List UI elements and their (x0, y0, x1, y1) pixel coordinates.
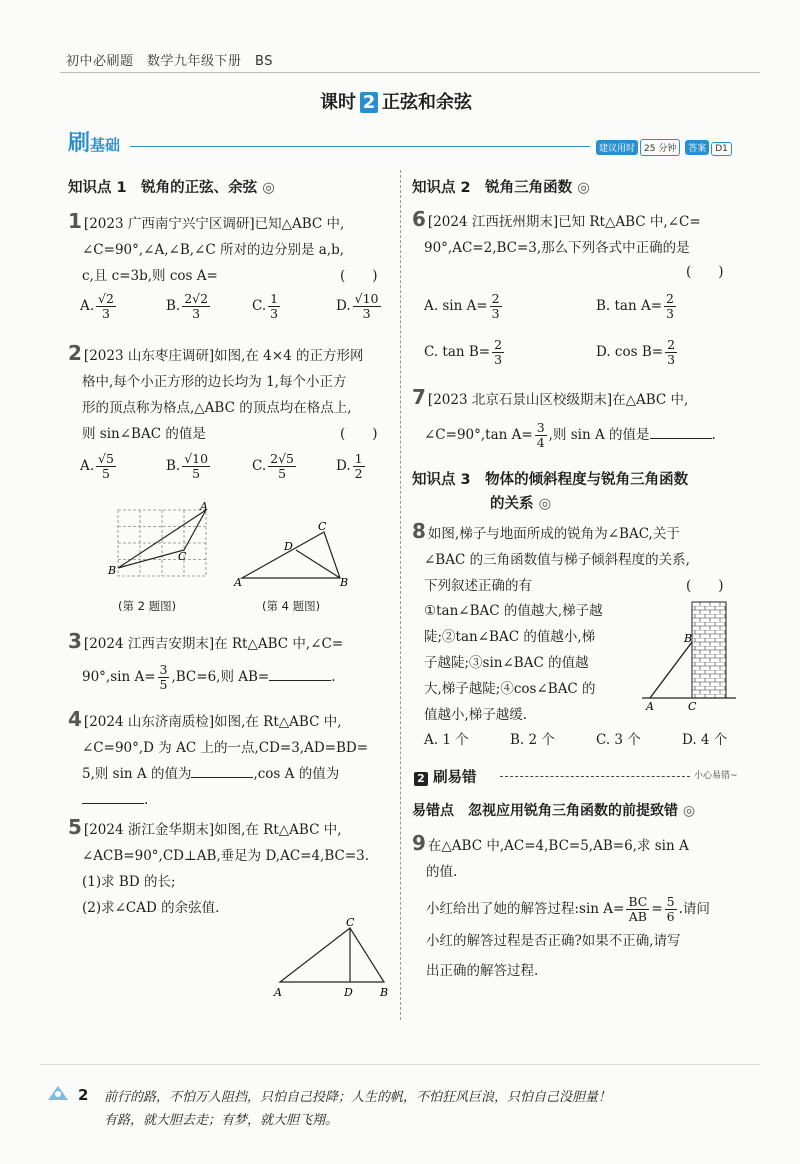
q6-option-a[interactable]: A. sin A= $\frac{2}{3}$ (424, 291, 500, 321)
fig4-label-c: C (318, 520, 327, 533)
q2-line1: [2023 山东枣庄调研]如图,在 4×4 的正方形网 (83, 348, 364, 364)
q9-eq: = (651, 901, 663, 917)
q7-pre: ∠C=90°,tan A= (424, 427, 533, 443)
q8-number: 8 (412, 519, 426, 543)
fig4-caption: (第 4 题图) (262, 599, 321, 613)
q9-frac1-num: BC (628, 894, 648, 909)
q7-post: ,则 sin A 的值是 (548, 427, 650, 443)
q8-l7: 大,梯子越陡;④cos∠BAC 的 (424, 681, 596, 697)
fig5-label-c: C (346, 916, 355, 929)
q5-number: 5 (68, 815, 82, 839)
q9-post: .请问 (678, 901, 710, 917)
q1-option-b[interactable]: B. $\frac{2√2}{3}$ (166, 291, 209, 321)
column-divider (400, 170, 401, 1020)
target-icon: ◎ (262, 180, 275, 196)
figure-4-triangle (232, 520, 352, 592)
figure-2-grid (106, 498, 216, 590)
q1-answer-paren: ( ) (340, 268, 378, 284)
shua-label: 刷 (68, 131, 91, 156)
q8-option-a[interactable]: A. 1 个 (424, 732, 469, 748)
kp2-text: 知识点 2 锐角三角函数 (412, 180, 573, 196)
header-divider (60, 72, 760, 73)
lesson-title (320, 88, 472, 114)
target-icon: ◎ (577, 180, 590, 196)
warning-icon: 2 (414, 772, 428, 786)
kp3-line1: 知识点 3 物体的倾斜程度与锐角三角函数 (412, 472, 689, 488)
q8-option-c[interactable]: C. 3 个 (596, 732, 641, 748)
q7-end: . (711, 427, 716, 443)
basic-label: 基础 (90, 136, 121, 154)
q1-option-a[interactable]: A. $\frac{√2}{3}$ (80, 291, 114, 321)
ladder-figure (640, 598, 740, 712)
fig2-label-b: B (108, 564, 117, 577)
q3-number: 3 (68, 629, 82, 653)
q4-sin-blank[interactable] (191, 777, 253, 778)
section-divider (130, 146, 590, 147)
fig5-label-d: D (344, 986, 353, 999)
q9-frac2-den: 6 (666, 909, 675, 924)
q7-answer-blank[interactable] (650, 438, 712, 439)
q6-line1: [2024 江西抚州期末]已知 Rt△ABC 中,∠C= (427, 214, 701, 230)
knowledge-point-1 (68, 176, 275, 197)
q8-l5: 陡;②tan∠BAC 的值越小,梯 (424, 629, 596, 645)
question-3 (68, 628, 398, 692)
q1-line3: c,且 c=3b,则 cos A= (82, 268, 218, 284)
q2-answer-paren: ( ) (340, 426, 378, 442)
q4-end: . (144, 792, 149, 808)
q5-line4: (2)求∠CAD 的余弦值. (82, 900, 220, 916)
q8-line1: 如图,梯子与地面所成的锐角为∠BAC,关于 (427, 526, 680, 542)
q8-options (424, 728, 754, 750)
q9-number: 9 (412, 831, 426, 855)
section-basic-title (68, 126, 120, 157)
footer-motto (104, 1086, 611, 1132)
fig8-label-a: A (646, 700, 654, 712)
q2-line3: 形的顶点称为格点,△ABC 的顶点均在格点上, (82, 400, 352, 416)
q3-frac-den: 5 (159, 677, 168, 692)
q8-l6: 子越陡;③sin∠BAC 的值越 (424, 655, 589, 671)
q9-line2: 的值. (426, 864, 458, 880)
book-header: 初中必刷题 数学九年级下册 BS (66, 54, 273, 69)
q7-frac-den: 4 (536, 435, 545, 450)
lesson-prefix: 课时 (320, 92, 356, 113)
q3-pre: 90°,sin A= (82, 669, 156, 685)
q7-number: 7 (412, 385, 426, 409)
time-value: 25 分钟 (640, 139, 680, 156)
q9-line4: 小红的解答过程是否正确?如果不正确,请写 (426, 933, 681, 949)
q2-option-c[interactable]: C. $\frac{2√5}{5}$ (252, 451, 295, 481)
question-4 (68, 706, 398, 813)
page-number: 2 (78, 1086, 89, 1104)
q1-line1: [2023 广西南宁兴宁区调研]已知△ABC 中, (83, 216, 345, 232)
target-icon: ◎ (538, 496, 552, 512)
kp3-line2: 的关系 (490, 496, 534, 512)
answer-label: 答案 (685, 140, 709, 155)
q9-frac1-den: AB (628, 909, 647, 924)
kp1-text: 知识点 1 锐角的正弦、余弦 (68, 180, 258, 196)
easy-mistake-title (414, 766, 477, 787)
q2-line4: 则 sin∠BAC 的值是 (82, 426, 206, 442)
q2-option-b[interactable]: B. $\frac{√10}{5}$ (166, 451, 209, 481)
fig5-label-a: A (274, 986, 282, 999)
q9-line1: 在△ABC 中,AC=4,BC=5,AB=6,求 sin A (427, 838, 689, 854)
fig2-label-c: C (178, 550, 187, 563)
q1-number: 1 (68, 209, 82, 233)
q3-frac-num: 3 (159, 662, 168, 677)
q5-line2: ∠ACB=90°,CD⊥AB,垂足为 D,AC=4,BC=3. (82, 848, 370, 864)
easy-title-text: 刷易错 (433, 770, 477, 786)
rocket-icon (44, 1082, 74, 1104)
time-box (596, 139, 734, 156)
q8-statements (424, 598, 644, 728)
target-icon: ◎ (682, 803, 696, 819)
easy-tip: 小心易错~ (694, 771, 738, 781)
q2-option-d[interactable]: D. $\frac{1}{2}$ (336, 451, 363, 481)
question-5 (68, 814, 398, 921)
q6-answer-paren: ( ) (686, 264, 724, 280)
q7-frac-num: 3 (536, 420, 545, 435)
q2-line2: 格中,每个小正方形的边长均为 1,每个小正方 (82, 374, 347, 390)
easy-divider (500, 776, 690, 778)
fig4-label-b: B (340, 576, 349, 589)
footer-line1: 前行的路，不怕万人阻挡，只怕自己投降；人生的帆，不怕狂风巨浪，只怕自己没胆量！ (104, 1090, 612, 1105)
fig4-label-a: A (234, 576, 242, 589)
fig2-label-a: A (200, 500, 208, 513)
fig5-label-b: B (380, 986, 389, 999)
q2-number: 2 (68, 341, 82, 365)
q6-option-d[interactable]: D. cos B= $\frac{2}{3}$ (596, 337, 676, 367)
q8-l4: ①tan∠BAC 的值越大,梯子越 (424, 603, 603, 619)
fig4-label-d: D (284, 540, 293, 553)
footer-line2: 有路，就大胆去走；有梦，就大胆飞翔。 (104, 1113, 339, 1128)
question-9 (412, 830, 752, 984)
q9-frac2-num: 5 (666, 894, 675, 909)
question-7 (412, 384, 752, 450)
q6-option-c[interactable]: C. tan B= $\frac{2}{3}$ (424, 337, 503, 367)
knowledge-point-2 (412, 176, 590, 197)
q6-options (424, 292, 754, 382)
question-6 (412, 206, 752, 261)
answer-value: D1 (711, 142, 732, 156)
q9-line5: 出正确的解答过程. (426, 963, 539, 979)
q3-line1: [2024 江西吉安期末]在 Rt△ABC 中,∠C= (83, 636, 344, 652)
q4-line1: [2024 山东济南质检]如图,在 Rt△ABC 中, (83, 714, 342, 730)
q6-number: 6 (412, 207, 426, 231)
q4-cos-blank[interactable] (82, 803, 144, 804)
lesson-name: 正弦和余弦 (382, 92, 472, 113)
q5-line1: [2024 浙江金华期末]如图,在 Rt△ABC 中, (83, 822, 342, 838)
q6-line2: 90°,AC=2,BC=3,那么下列各式中正确的是 (424, 240, 690, 256)
footer-divider (40, 1064, 760, 1065)
q2-option-a[interactable]: A. $\frac{√5}{5}$ (80, 451, 114, 481)
q8-option-b[interactable]: B. 2 个 (510, 732, 555, 748)
easy-point (412, 800, 695, 820)
figure-5-triangle (268, 916, 394, 1000)
lesson-number: 2 (360, 92, 378, 113)
q4-number: 4 (68, 707, 82, 731)
q1-line2: ∠C=90°,∠A,∠B,∠C 所对的边分别是 a,b, (82, 242, 345, 258)
q8-option-d[interactable]: D. 4 个 (682, 732, 728, 748)
q5-line3: (1)求 BD 的长; (82, 874, 176, 890)
fig2-caption: (第 2 题图) (118, 599, 177, 613)
q1-option-d[interactable]: D. $\frac{√10}{3}$ (336, 291, 379, 321)
fig8-label-b: B (684, 632, 693, 645)
q3-answer-blank[interactable] (269, 680, 331, 681)
easy-point-text: 易错点 忽视应用锐角三角函数的前提致错 (412, 803, 678, 819)
knowledge-point-3 (412, 468, 688, 516)
q6-option-b[interactable]: B. tan A= $\frac{2}{3}$ (596, 291, 674, 321)
q8-line3: 下列叙述正确的有 (424, 578, 532, 594)
q9-pre: 小红给出了她的解答过程:sin A= (426, 901, 625, 917)
q8-l8: 值越小,梯子越缓. (424, 707, 528, 723)
q4-line2: ∠C=90°,D 为 AC 上的一点,CD=3,AD=BD= (82, 740, 369, 756)
q7-line1: [2023 北京石景山区校级期末]在△ABC 中, (427, 392, 689, 408)
q3-post: ,BC=6,则 AB= (171, 669, 270, 685)
fig8-label-c: C (688, 700, 697, 712)
q1-option-c[interactable]: C. $\frac{1}{3}$ (252, 291, 279, 321)
time-label: 建议用时 (596, 140, 638, 155)
q4-line3b: ,cos A 的值为 (253, 766, 340, 782)
q8-line2: ∠BAC 的三角函数值与梯子倾斜程度的关系, (424, 552, 690, 568)
q3-end: . (331, 669, 336, 685)
q4-line3a: 5,则 sin A 的值为 (82, 766, 192, 782)
q8-answer-paren: ( ) (686, 578, 724, 594)
